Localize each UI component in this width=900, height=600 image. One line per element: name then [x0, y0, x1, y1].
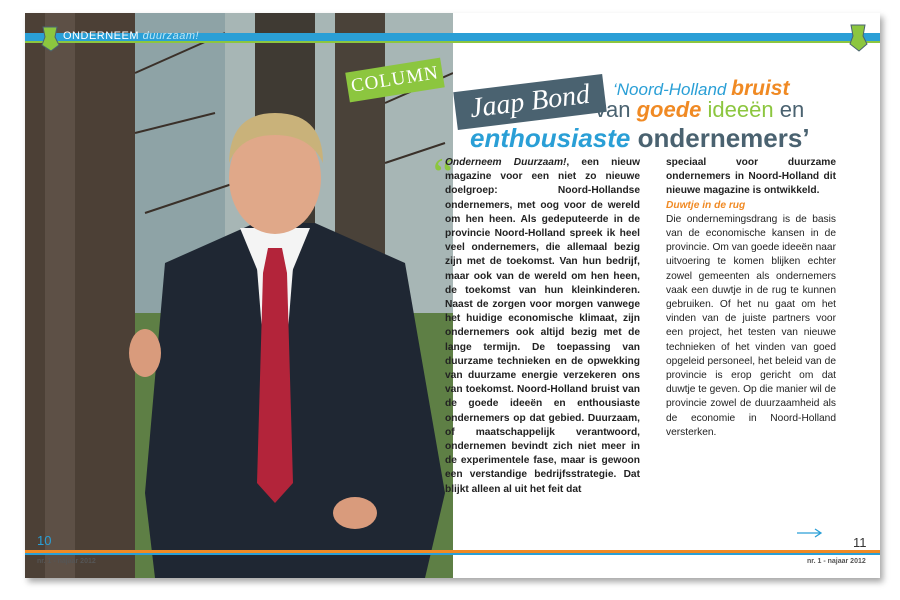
brand-italic: duurzaam! — [142, 30, 200, 42]
intro-text: , een nieuw magazine voor een niet zo nieuwe doelgroep: Noord-Hollandse ondernemers, met oog voor de wereld om hen heen. Als gedeputeerde in de provincie Noord-Holland spreek ik heel veel ondernemers, die allemaal bezig zijn met de toekomst. Van hun bedrijf, maar ook van de wereld om hen heen, de toekomst van hun kleinkinderen. Naast de zorgen voor morgen vanwege het huidige economische klimaat, zijn ondernemers ook altijd bezig met de lange termijn. De toepassing van duurzame technieken en de opwekking van duurzame energie verzekeren ons van toekomst. Noord-Holland bruist van de goede ideeën en enthousiaste ondernemers op dat gebied. Duurzaam, of maatschappelijk verantwoord, ondernemen bevindt zich niet meer in de experimentele fase, maar is gewoon een verstandige bedrijfsstrategie. Dat blijkt alleen al uit het feit dat — [445, 157, 640, 495]
body-column-1 — [445, 156, 640, 497]
body-column-2 — [666, 156, 836, 440]
subheading: Duwtje in de rug — [666, 199, 746, 211]
magazine-brand — [63, 30, 199, 42]
headline-line-2 — [595, 97, 804, 123]
photo-illustration — [25, 13, 453, 578]
intro-lead: Onderneem Duurzaam! — [445, 157, 567, 168]
province-logo-icon — [39, 23, 61, 53]
column-tag: COLUMN — [345, 58, 445, 103]
col2-text: Die ondernemingsdrang is de basis van de economische kansen in de provincie. Om van goede ideeën naar uitvoering te komen blijken echter zowel gemeenten als ondernemers vaak een duwtje in de rug te kunnen gebruiken. Of het nu gaat om het vinden van de juiste partners voor een project, het testen van nieuwe technieken of het vinden van goed opgeleid personeel, het beleid van de provincie is erop gericht om dat duwtje te geven. Op die manier wil de provincie zowel de duurzaamheid als de economie in Noord-Holland versterken. — [666, 213, 836, 438]
issue-label-right: nr. 1 - najaar 2012 — [807, 558, 866, 565]
headline-text: en — [779, 97, 805, 122]
headline-text: ‘Noord-Holland — [613, 80, 727, 99]
headline-emphasis: bruist — [731, 77, 790, 100]
headline-text: ondernemers’ — [637, 123, 810, 153]
issue-label-left: nr. 1 - najaar 2012 — [37, 558, 96, 565]
quote-mark-icon: “ — [433, 148, 454, 199]
author-name: Jaap Bond — [453, 74, 607, 130]
page-number-left: 10 — [37, 533, 52, 548]
headline-emphasis: enthousiaste — [470, 123, 631, 153]
headline-text: van — [595, 97, 631, 122]
brand-main: ONDERNEEM — [63, 30, 140, 42]
province-logo-icon-right — [847, 21, 869, 53]
footer-accent-bar — [25, 553, 880, 555]
headline-emphasis: goede — [636, 97, 702, 122]
page-number-right: 11 — [853, 535, 867, 550]
portrait-photo — [25, 13, 453, 578]
col2-intro: speciaal voor duurzame ondernemers in Noord-Holland dit nieuwe magazine is ontwikkeld. — [666, 157, 836, 197]
headline-line-3 — [470, 123, 810, 154]
continue-arrow-icon — [795, 527, 825, 539]
magazine-spread — [25, 13, 880, 578]
headline-text: ideeën — [707, 97, 774, 122]
